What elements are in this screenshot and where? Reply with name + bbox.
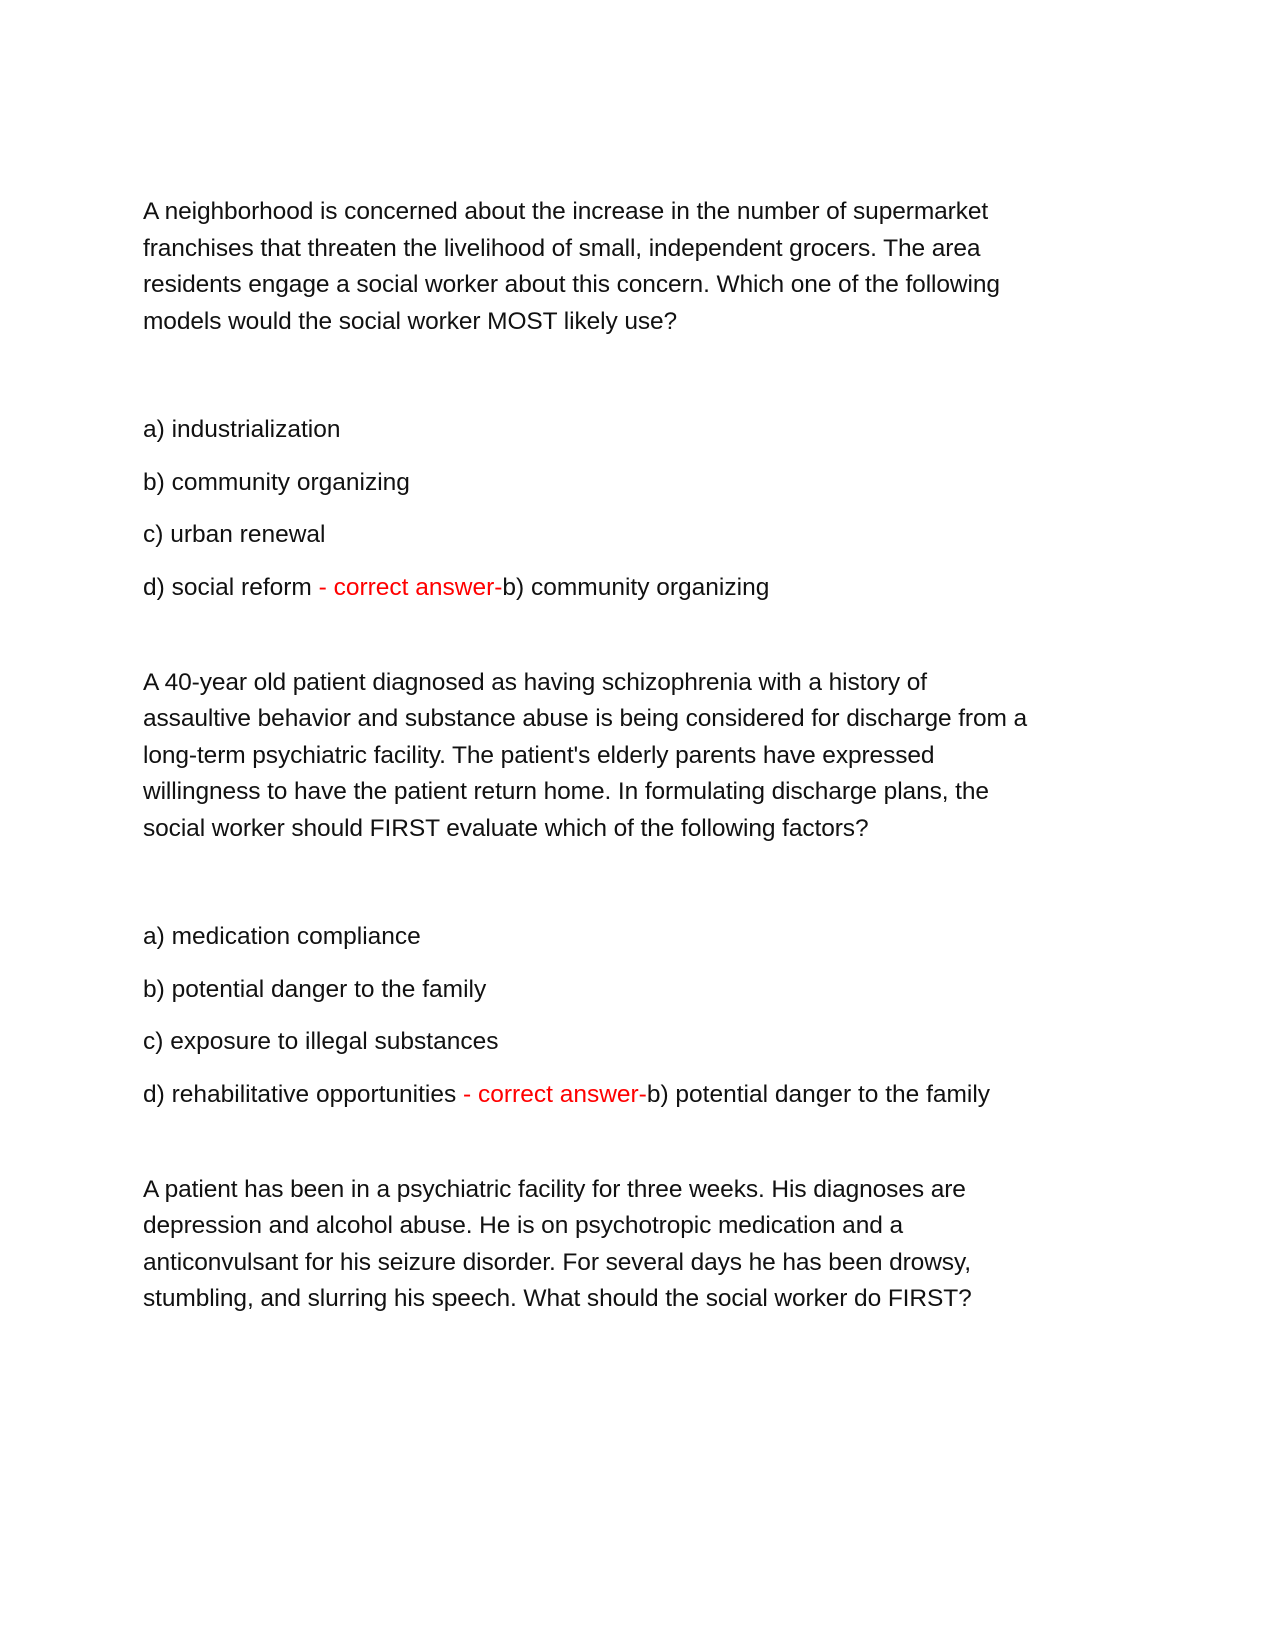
stem-line: assaultive behavior and substance abuse is being considered for discharge from a	[143, 705, 1028, 732]
question-stem	[143, 194, 1083, 340]
option-a: a) medication compliance	[143, 923, 421, 950]
question-2	[143, 665, 1083, 1113]
stem-line: A patient has been in a psychiatric facility for three weeks. His diagnoses are	[143, 1175, 966, 1203]
stem-line: social worker should FIRST evaluate which of the following factors?	[143, 814, 869, 842]
document-page	[143, 194, 1083, 1318]
question-stem	[143, 1172, 1083, 1318]
answer-options	[143, 412, 1083, 606]
stem-line: willingness to have the patient return home. In formulating discharge plans, the	[143, 778, 989, 805]
correct-answer-marker: - correct answer-	[311, 573, 503, 601]
option-b: b) community organizing	[143, 468, 410, 496]
option-a: a) industrialization	[143, 416, 341, 443]
stem-line: anticonvulsant for his seizure disorder. For several days he has been drowsy,	[143, 1248, 971, 1276]
correct-answer: b) community organizing	[502, 573, 770, 601]
stem-line: residents engage a social worker about this concern. Which one of the following	[143, 271, 1000, 298]
stem-line: franchises that threaten the livelihood of small, independent grocers. The area	[143, 234, 981, 262]
question-1	[143, 194, 1083, 606]
stem-line: stumbling, and slurring his speech. What should the social worker do FIRST?	[143, 1285, 972, 1312]
option-c: c) urban renewal	[143, 521, 326, 548]
option-d-with-answer	[143, 570, 1083, 606]
correct-answer-marker: - correct answer-	[456, 1080, 647, 1108]
question-3	[143, 1172, 1083, 1318]
option-c: c) exposure to illegal substances	[143, 1028, 499, 1055]
option-d-with-answer	[143, 1077, 1083, 1113]
stem-line: models would the social worker MOST likely use?	[143, 307, 678, 335]
option-b: b) potential danger to the family	[143, 975, 487, 1003]
stem-line: A 40-year old patient diagnosed as having schizophrenia with a history of	[143, 668, 927, 696]
answer-options	[143, 919, 1083, 1113]
stem-line: depression and alcohol abuse. He is on psychotropic medication and a	[143, 1212, 903, 1239]
stem-line: long-term psychiatric facility. The patient's elderly parents have expressed	[143, 741, 935, 769]
option-d: d) social reform	[143, 573, 312, 601]
question-stem	[143, 665, 1083, 848]
stem-line: A neighborhood is concerned about the increase in the number of supermarket	[143, 198, 989, 225]
option-d: d) rehabilitative opportunities	[143, 1080, 457, 1108]
correct-answer: b) potential danger to the family	[646, 1080, 991, 1108]
